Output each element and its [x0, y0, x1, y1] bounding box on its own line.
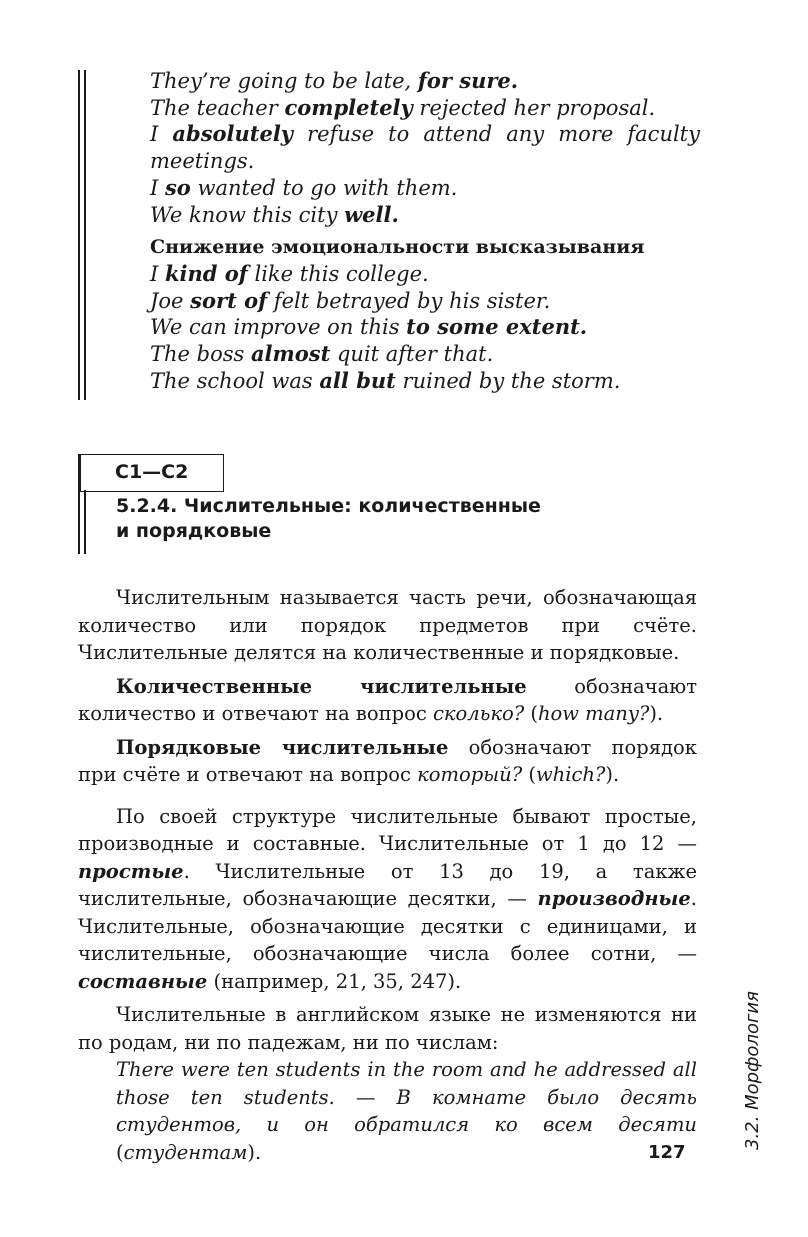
example-line: Joe sort of felt betrayed by his sister.: [150, 287, 551, 313]
example-line: The boss almost quit after that.: [150, 341, 494, 367]
example-line: The school was all but ruined by the storm.: [150, 367, 621, 393]
example-line: I so wanted to go with them.: [150, 174, 458, 200]
example-line: They’re going to be late, for sure.: [150, 68, 519, 93]
paragraph: Порядковые числительные обозначают порядок при счёте и отвечают на вопрос который? (which?).: [78, 735, 697, 786]
examples-block: [150, 68, 700, 394]
paragraph: Числительные в английском языке не изменяются ни по родам, ни по падежам, ни по числам:: [78, 1003, 697, 1054]
section-title: 5.2.4. Числительные: количественные и порядковые: [116, 495, 541, 542]
chapter-sidebar-label: 3.2. Морфология: [742, 991, 763, 1150]
example-line: We know this city well.: [150, 201, 399, 227]
subheading: Снижение эмоциональности высказывания: [150, 236, 645, 259]
left-rule-1: [78, 70, 80, 400]
example-line: I kind of like this college.: [150, 260, 429, 286]
example-line: meetings.: [150, 149, 255, 174]
paragraph: Числительным называется часть речи, обозначающая количество или порядок предметов при счёте. Числительные делятся на количественные и порядковые.: [78, 586, 697, 664]
body-text: [78, 584, 697, 1166]
example-line: The teacher completely rejected her proposal.: [150, 94, 656, 120]
paragraph: Количественные числительные обозначают количество и отвечают на вопрос сколько? (how many?).: [78, 674, 697, 725]
left-rule-4: [84, 490, 86, 554]
left-rule-2: [84, 70, 86, 400]
page-number: 127: [648, 1142, 686, 1163]
example-paragraph: There were ten students in the room and he addressed all those ten students. — В комнате было десять студентов, и он обратился ко всем десяти (студентам).: [116, 1058, 697, 1164]
example-line: We can improve on this to some extent.: [150, 314, 588, 340]
paragraph: По своей структуре числительные бывают простые, производные и составные. Числительные от 1 до 12 — простые. Числительные от 13 до 19, а также числительные, обозначающие десятки, — производные. Числительные, обозначающие десятки с единицами, и числительные, обозначающие числа более сотни, — составные (например, 21, 35, 247).: [78, 804, 697, 993]
level-box: С1—С2: [80, 454, 224, 492]
example-line: I absolutely refuse to attend any more faculty: [150, 121, 700, 147]
